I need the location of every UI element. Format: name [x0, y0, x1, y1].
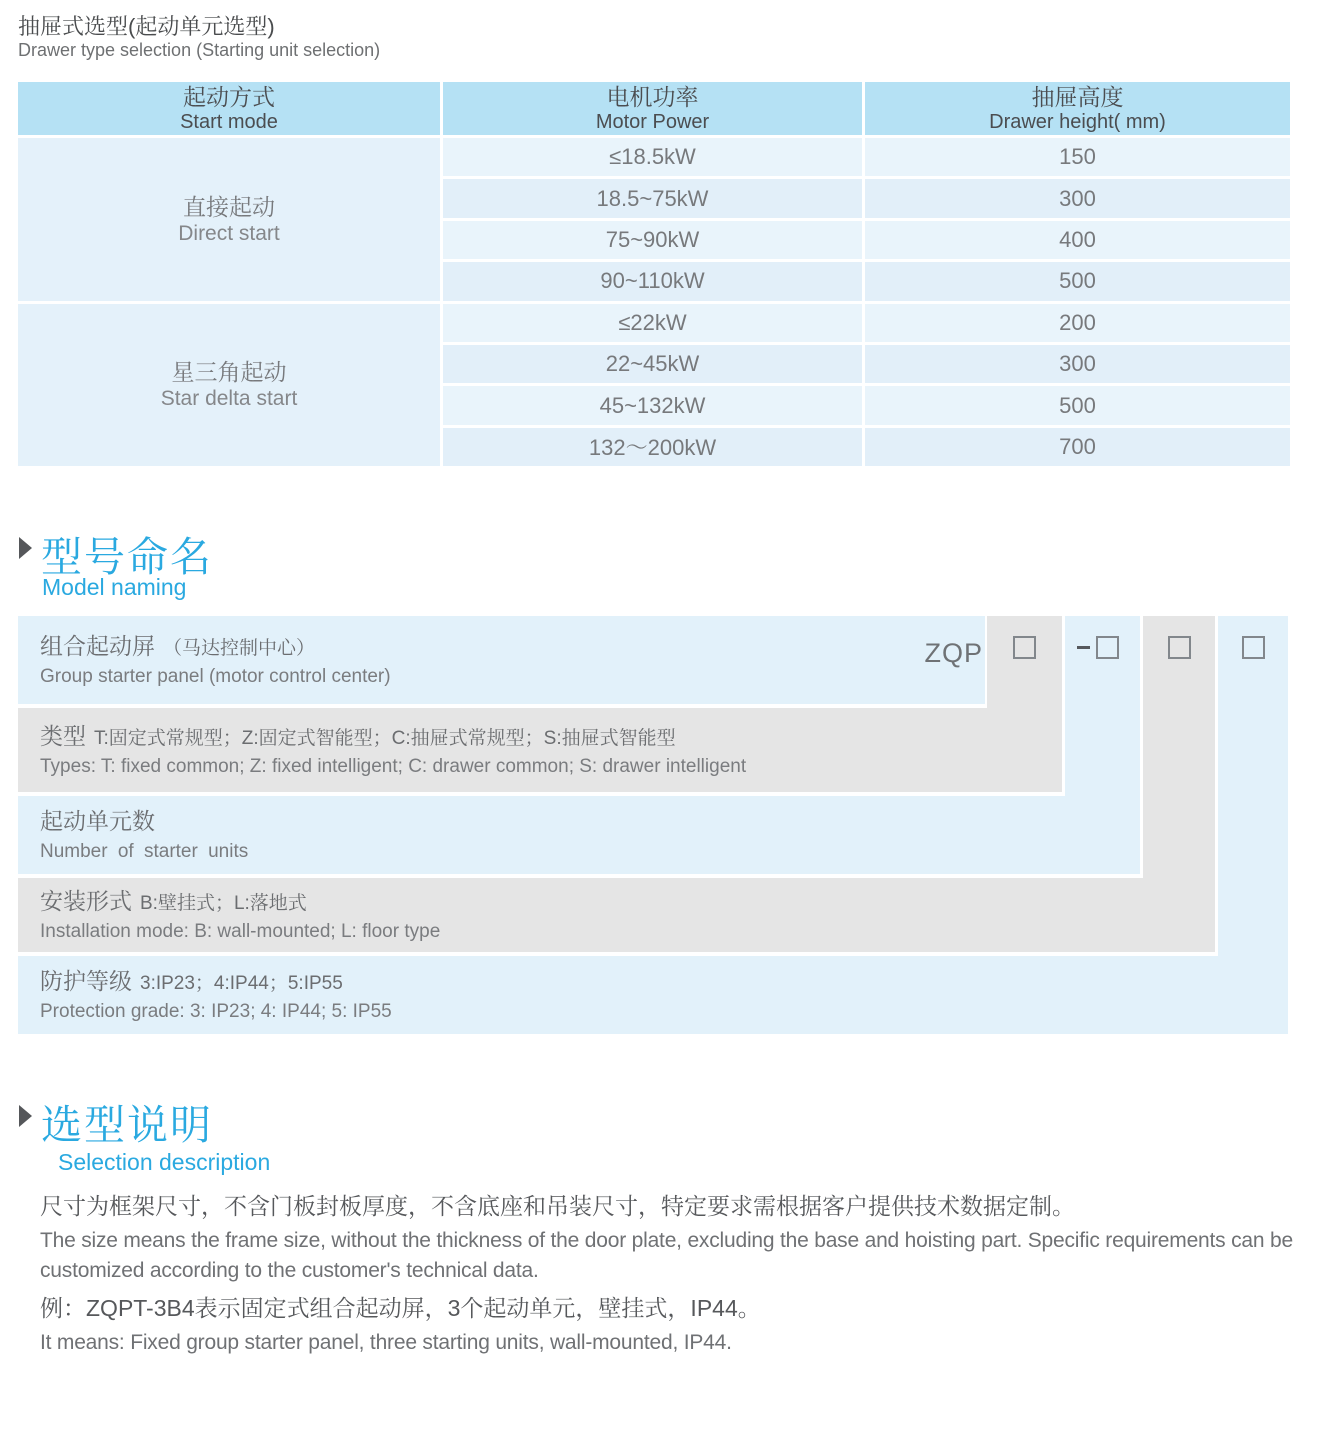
- model-code-box-units: [1096, 636, 1119, 659]
- merged-cell-direct-start: [18, 138, 440, 301]
- table-cell-height: 500: [865, 386, 1290, 424]
- table-cell-power: ≤22kW: [443, 304, 862, 342]
- table-cell-height: 300: [865, 345, 1290, 383]
- model-code-box-installation: [1168, 636, 1191, 659]
- ladder-row-protection-grade: [18, 956, 1288, 1034]
- row-detail-zh: 3:IP23；4:IP44；5:IP55: [140, 972, 343, 994]
- model-code-box-protection: [1242, 636, 1265, 659]
- table-cell-height: 400: [865, 221, 1290, 259]
- header-motor-power-en: Motor Power: [595, 110, 710, 133]
- table-cell-power: 90~110kW: [443, 262, 862, 300]
- direct-start-en: Direct start: [178, 221, 280, 245]
- description-line-en: The size means the frame size, without the thickness of the door plate, excluding the base and hoisting part. Specific requirements can be customized according to the customer's technical data.: [40, 1229, 1293, 1282]
- row-label-zh: 安装形式: [40, 887, 132, 914]
- row-detail-zh: B:壁挂式；L:落地式: [140, 892, 307, 914]
- row-label-zh: 防护等级: [40, 967, 132, 994]
- row-label-en: Types: T: fixed common; Z: fixed intelligent; C: drawer common; S: drawer intelligent: [40, 755, 747, 777]
- column-header-drawer-height: [865, 82, 1290, 135]
- table-cell-power: 45~132kW: [443, 386, 862, 424]
- drawer-selection-table: [18, 82, 1290, 466]
- ladder-row-starter-units: [18, 796, 1137, 874]
- model-code-prefix: ZQP: [924, 638, 983, 668]
- column-header-motor-power: [443, 82, 862, 135]
- model-naming-heading-en: Model naming: [42, 574, 187, 600]
- direct-start-zh: 直接起动: [183, 193, 275, 220]
- row-label-zh: 起动单元数: [40, 807, 155, 834]
- section-arrow-icon: [19, 537, 32, 559]
- row-detail-zh: T:固定式常规型；Z:固定式智能型；C:抽屉式常规型；S:抽屉式智能型: [94, 727, 676, 749]
- header-drawer-height-en: Drawer height( mm): [989, 110, 1166, 133]
- row-detail-zh: （马达控制中心）: [163, 637, 316, 659]
- page-subtitle: Drawer type selection (Starting unit selection): [18, 40, 381, 60]
- table-cell-power: 22~45kW: [443, 345, 862, 383]
- row-label-en: Installation mode: B: wall-mounted; L: floor type: [40, 920, 441, 942]
- star-delta-start-zh: 星三角起动: [171, 359, 287, 386]
- row-label-en: Group starter panel (motor control center): [40, 665, 391, 687]
- example-line-en: It means: Fixed group starter panel, three starting units, wall-mounted, IP44.: [40, 1331, 732, 1354]
- table-cell-height: 150: [865, 138, 1290, 176]
- table-cell-height: 700: [865, 428, 1290, 466]
- row-label-zh: 类型: [40, 722, 86, 749]
- table-cell-power: 75~90kW: [443, 221, 862, 259]
- model-code-box-type: [1013, 636, 1036, 659]
- ladder-row-installation-mode: [18, 878, 1212, 952]
- section-arrow-icon: [19, 1105, 32, 1127]
- header-start-mode-en: Start mode: [180, 110, 278, 133]
- row-label-en: Number of starter units: [40, 840, 249, 862]
- model-code-dash: [1077, 646, 1090, 649]
- page-title: 抽屉式选型(起动单元选型): [18, 14, 275, 39]
- row-label-en: Protection grade: 3: IP23; 4: IP44; 5: IP55: [40, 1000, 392, 1022]
- table-cell-power: 18.5~75kW: [443, 179, 862, 217]
- ladder-row-types: [18, 708, 1062, 792]
- table-cell-power: 132～200kW: [443, 428, 862, 466]
- table-cell-height: 200: [865, 304, 1290, 342]
- description-line-zh: 尺寸为框架尺寸，不含门板封板厚度，不含底座和吊装尺寸，特定要求需根据客户提供技术数据定制。: [40, 1193, 1075, 1219]
- table-cell-height: 500: [865, 262, 1290, 300]
- column-header-start-mode: [18, 82, 440, 135]
- model-naming-diagram: [18, 616, 1290, 1034]
- header-start-mode-zh: 起动方式: [183, 83, 275, 110]
- star-delta-start-en: Star delta start: [160, 387, 298, 411]
- selection-description-heading-zh: 选型说明: [41, 1102, 213, 1148]
- selection-description-body: [40, 1190, 1294, 1358]
- model-naming-heading-zh: 型号命名: [41, 534, 213, 580]
- selection-description-heading-en: Selection description: [58, 1149, 271, 1175]
- header-motor-power-zh: 电机功率: [606, 83, 699, 110]
- header-drawer-height-zh: 抽屉高度: [1031, 83, 1124, 110]
- merged-cell-star-delta-start: [18, 304, 440, 467]
- ladder-row-group-starter-panel: [18, 616, 985, 704]
- table-cell-height: 300: [865, 179, 1290, 217]
- table-cell-power: ≤18.5kW: [443, 138, 862, 176]
- example-line-zh: 例：ZQPT-3B4表示固定式组合起动屏，3个起动单元，壁挂式，IP44。: [40, 1295, 761, 1321]
- row-label-zh: 组合起动屏: [40, 632, 155, 659]
